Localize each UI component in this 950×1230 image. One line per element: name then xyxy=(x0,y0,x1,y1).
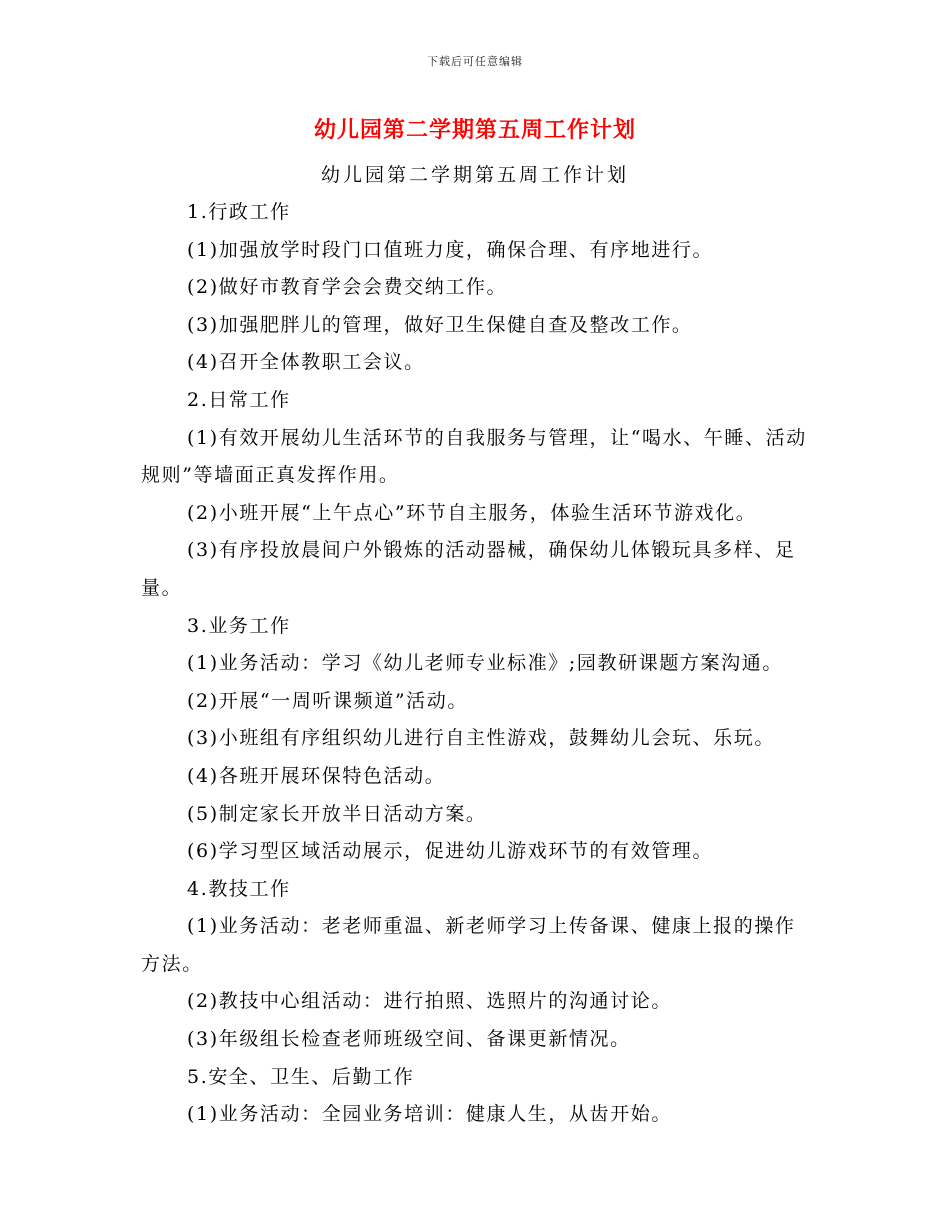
list-item: (4)召开全体教职工会议。 xyxy=(187,351,425,374)
section-heading-admin: 1.行政工作 xyxy=(187,201,291,223)
list-item: (1)有效开展幼儿生活环节的自我服务与管理，让“喝水、午睡、活动规则”等墙面正真发挥作用。 xyxy=(141,426,807,487)
list-item: (1)业务活动：全园业务培训：健康人生，从齿开始。 xyxy=(187,1103,672,1126)
document-title: 幼儿园第二学期第五周工作计划 xyxy=(313,117,636,143)
list-item: (1)业务活动：老老师重温、新老师学习上传备课、健康上报的操作方法。 xyxy=(141,915,796,975)
list-item: (2)教技中心组活动：进行拍照、选照片的沟通讨论。 xyxy=(187,990,672,1013)
list-item: (5)制定家长开放半日活动方案。 xyxy=(187,802,487,825)
list-item: (3)小班组有序组织幼儿进行自主性游戏，鼓舞幼儿会玩、乐玩。 xyxy=(187,727,775,750)
document-subtitle: 幼儿园第二学期第五周工作计划 xyxy=(320,164,629,186)
section-heading-tech: 4.教技工作 xyxy=(187,877,291,900)
list-item: (3)加强肥胖儿的管理，做好卫生保健自查及整改工作。 xyxy=(187,313,693,336)
section-heading-safety: 5.安全、卫生、后勤工作 xyxy=(187,1065,415,1088)
list-item: (1)业务活动：学习《幼儿老师专业标准》;园教研课题方案沟通。 xyxy=(187,652,783,675)
list-item: (6)学习型区域活动展示，促进幼儿游戏环节的有效管理。 xyxy=(187,840,714,863)
list-item: (1)加强放学时段门口值班力度，确保合理、有序地进行。 xyxy=(187,238,714,261)
list-item: (4)各班开展环保特色活动。 xyxy=(187,764,446,787)
header-note: 下载后可任意编辑 xyxy=(427,55,523,68)
list-item: (2)开展“一周听课频道”活动。 xyxy=(187,689,468,712)
list-item: (2)小班开展“上午点心”环节自主服务，体验生活环节游戏化。 xyxy=(187,501,757,524)
list-item: (3)有序投放晨间户外锻炼的活动器械，确保幼儿体锻玩具多样、足量。 xyxy=(141,539,796,599)
list-item: (3)年级组长检查老师班级空间、备课更新情况。 xyxy=(187,1028,631,1051)
list-item: (2)做好市教育学会会费交纳工作。 xyxy=(187,276,508,299)
section-heading-daily: 2.日常工作 xyxy=(187,388,291,411)
section-heading-business: 3.业务工作 xyxy=(187,614,291,637)
document-body xyxy=(141,194,816,1134)
